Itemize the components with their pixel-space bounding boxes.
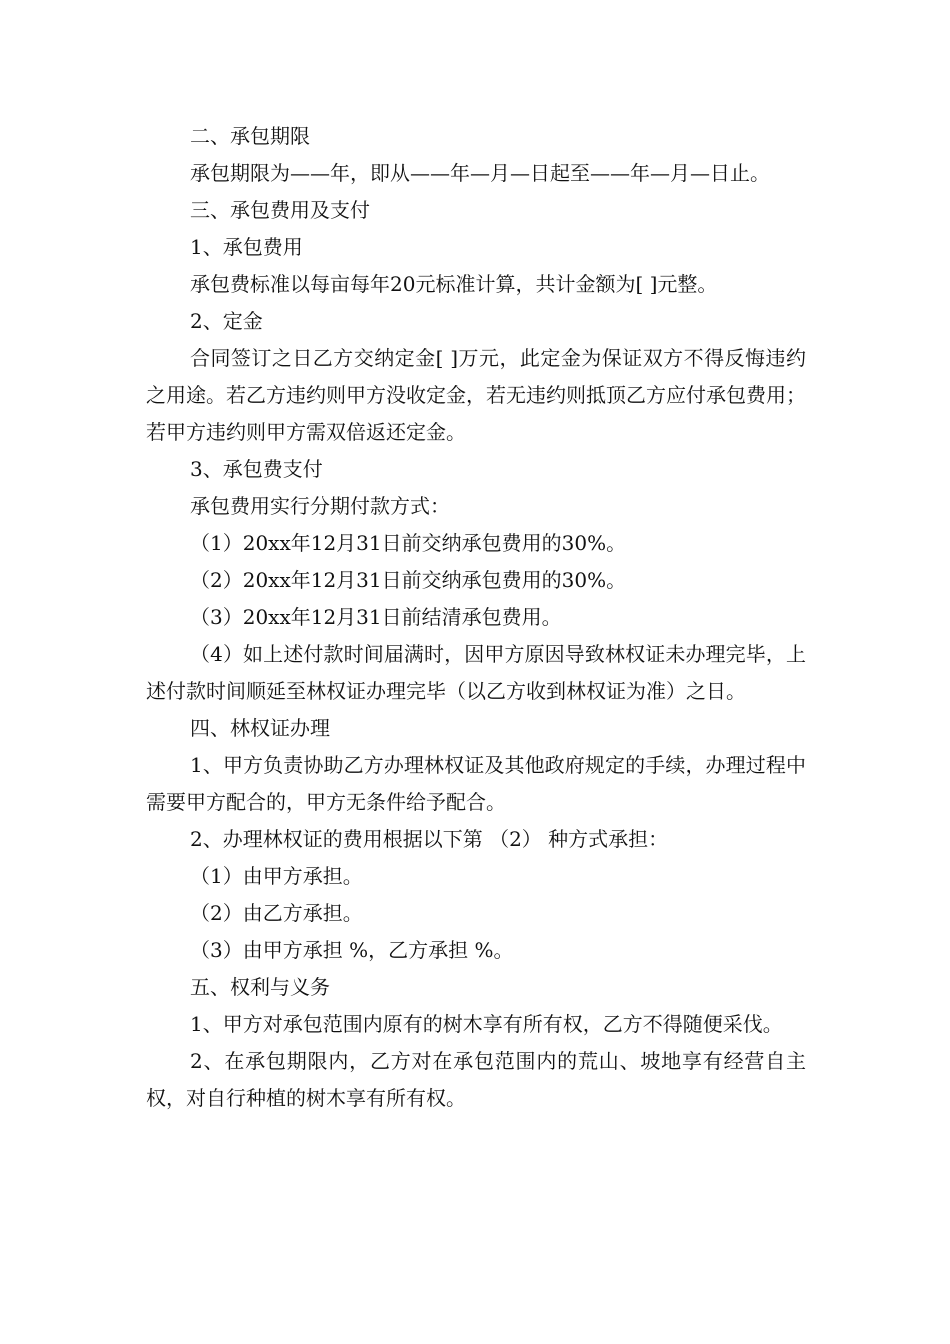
heading-rights-obligations: 五、权利与义务 [190,975,330,999]
document-body [146,118,806,1117]
list-item-fee-option-1: （1）由甲方承担。 [190,864,363,888]
paragraph-certificate-assistance: 1、甲方负责协助乙方办理林权证及其他政府规定的手续，办理过程中需要甲方配合的，甲方无条件给予配合。 [146,753,806,814]
list-item-installment-1: （1）20xx年12月31日前交纳承包费用的30%。 [190,531,627,555]
paragraph-fee-standard: 承包费标准以每亩每年20元标准计算，共计金额为[ ]元整。 [190,272,718,296]
paragraph-term-dates: 承包期限为——年，即从——年—月—日起至——年—月—日止。 [190,161,770,185]
list-item-fee-option-3: （3）由甲方承担 %，乙方承担 %。 [190,938,514,962]
paragraph-deposit-terms: 合同签订之日乙方交纳定金[ ]万元，此定金为保证双方不得反悔违约之用途。若乙方违约则甲方没收定金，若无违约则抵顶乙方应付承包费用；若甲方违约则甲方需双倍返还定金。 [146,346,806,444]
list-item-installment-2: （2）20xx年12月31日前交纳承包费用的30%。 [190,568,627,592]
subheading-fee-payment: 3、承包费支付 [190,457,323,481]
heading-contract-term: 二、承包期限 [190,124,310,148]
subheading-deposit: 2、定金 [190,309,263,333]
subheading-contract-fee: 1、承包费用 [190,235,303,259]
paragraph-right-2: 2、在承包期限内，乙方对在承包范围内的荒山、坡地享有经营自主权，对自行种植的树木享有所有权。 [146,1049,806,1110]
paragraph-right-1: 1、甲方对承包范围内原有的树木享有所有权，乙方不得随便采伐。 [190,1012,783,1036]
paragraph-installments-intro: 承包费用实行分期付款方式： [190,494,450,518]
list-item-installment-4: （4）如上述付款时间届满时，因甲方原因导致林权证未办理完毕，上述付款时间顺延至林权证办理完毕（以乙方收到林权证为准）之日。 [146,642,806,703]
heading-fees-and-payment: 三、承包费用及支付 [190,198,370,222]
list-item-installment-3: （3）20xx年12月31日前结清承包费用。 [190,605,562,629]
list-item-fee-option-2: （2）由乙方承担。 [190,901,363,925]
paragraph-certificate-fees: 2、办理林权证的费用根据以下第 （2） 种方式承担： [190,827,669,851]
heading-forest-certificate: 四、林权证办理 [190,716,330,740]
